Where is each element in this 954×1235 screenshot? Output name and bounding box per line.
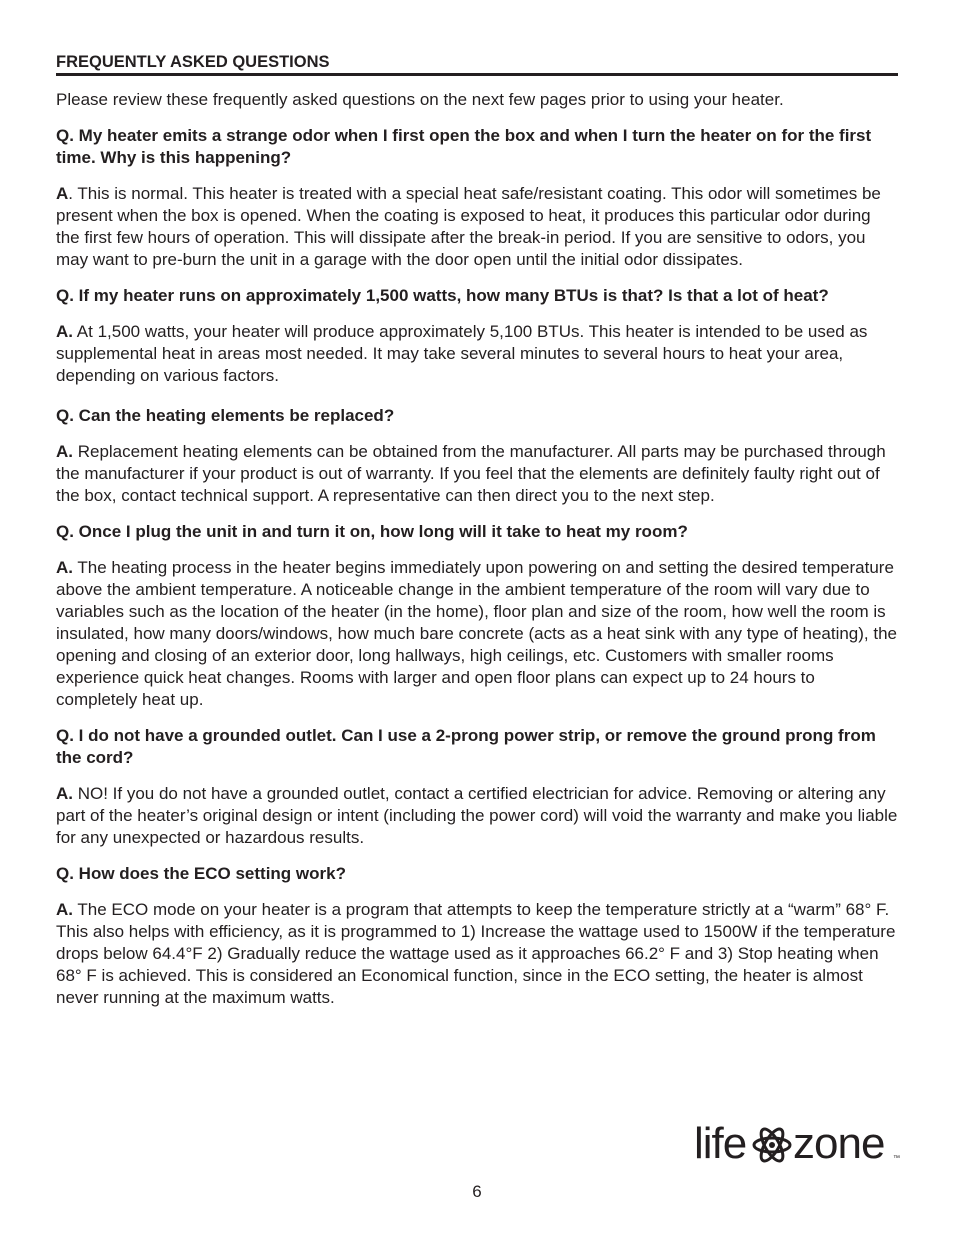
answer-text: At 1,500 watts, your heater will produce approximately 5,100 BTUs. This heater is intended to be used as supplemental heat in areas most needed. It may take several minutes to several hours to heat your area, depending on various factors. bbox=[56, 322, 868, 385]
faq-question: Q. My heater emits a strange odor when I first open the box and when I turn the heater on for the first time. Why is this happening? bbox=[56, 126, 872, 167]
faq-question: Q. How does the ECO setting work? bbox=[56, 864, 346, 883]
faq-answer bbox=[56, 899, 898, 1009]
faq-item-2 bbox=[56, 285, 898, 387]
answer-text: . This is normal. This heater is treated with a special heat safe/resistant coating. This odor will sometimes be present when the box is opened. When the coating is exposed to heat, it produces this particular odor during the first few hours of operation. This will dissipate after the break-in period. If you are sensitive to odors, you may want to pre-burn the unit in a garage with the door open until the initial odor dissipates. bbox=[56, 184, 881, 269]
faq-item-3 bbox=[56, 405, 898, 507]
faq-answer bbox=[56, 441, 898, 507]
faq-question: Q. Can the heating elements be replaced? bbox=[56, 406, 395, 425]
faq-answer bbox=[56, 321, 898, 387]
answer-text: Replacement heating elements can be obtained from the manufacturer. All parts may be purchased through the manufacturer if your product is out of warranty. If you feel that the elements are definitely faulty right out of the box, contact technical support. A representative can then direct you to the next step. bbox=[56, 442, 886, 505]
faq-answer bbox=[56, 183, 898, 271]
answer-text: The ECO mode on your heater is a program that attempts to keep the temperature strictly at a “warm” 68° F. This also helps with efficiency, as it is programmed to 1) Increase the wattage used to 1500W if the temperature drops below 64.4°F 2) Gradually reduce the wattage used as it approaches 66.2° F and 3) Stop heating when 68° F is achieved. This is considered an Economical function, since in the ECO setting, the heater is almost never running at the maximum watts. bbox=[56, 900, 896, 1007]
atom-icon bbox=[754, 1126, 790, 1164]
faq-answer bbox=[56, 557, 898, 711]
faq-question: Q. I do not have a grounded outlet. Can I use a 2-prong power strip, or remove the ground prong from the cord? bbox=[56, 726, 876, 767]
lifezone-logo bbox=[694, 1116, 904, 1170]
faq-question: Q. If my heater runs on approximately 1,500 watts, how many BTUs is that? Is that a lot of heat? bbox=[56, 286, 829, 305]
answer-lead: A. bbox=[56, 558, 73, 577]
page-number: 6 bbox=[472, 1182, 482, 1201]
faq-item-6 bbox=[56, 863, 898, 1009]
answer-text: NO! If you do not have a grounded outlet, contact a certified electrician for advice. Removing or altering any part of the heater’s original design or intent (including the power cord) will void the warranty and make you liable for any unexpected or hazardous results. bbox=[56, 784, 898, 847]
faq-page bbox=[56, 52, 898, 1023]
trademark-mark: ™ bbox=[893, 1155, 900, 1162]
section-title: FREQUENTLY ASKED QUESTIONS bbox=[56, 52, 898, 76]
intro-text: Please review these frequently asked questions on the next few pages prior to using your heater. bbox=[56, 90, 784, 109]
logo-text-left: life bbox=[694, 1119, 747, 1168]
faq-item-4 bbox=[56, 521, 898, 711]
answer-lead: A. bbox=[56, 322, 73, 341]
faq-item-1 bbox=[56, 125, 898, 271]
answer-lead: A. bbox=[56, 900, 73, 919]
faq-item-5 bbox=[56, 725, 898, 849]
answer-lead: A. bbox=[56, 442, 73, 461]
faq-question: Q. Once I plug the unit in and turn it on, how long will it take to heat my room? bbox=[56, 522, 688, 541]
answer-lead: A. bbox=[56, 784, 73, 803]
faq-answer bbox=[56, 783, 898, 849]
logo-text-right: zone bbox=[793, 1119, 885, 1168]
answer-lead: A bbox=[56, 184, 69, 203]
answer-text: The heating process in the heater begins immediately upon powering on and setting the desired temperature above the ambient temperature. A noticeable change in the ambient temperature of the room will vary due to variables such as the location of the heater (in the home), floor plan and size of the room, how well the room is insulated, how many doors/windows, how much bare concrete (acts as a heat sink with any type of heating), the opening and closing of an exterior door, long hallways, high ceilings, etc. Customers with smaller rooms experience quick heat changes. Rooms with larger and open floor plans can expect up to 24 hours to completely heat up. bbox=[56, 558, 898, 709]
